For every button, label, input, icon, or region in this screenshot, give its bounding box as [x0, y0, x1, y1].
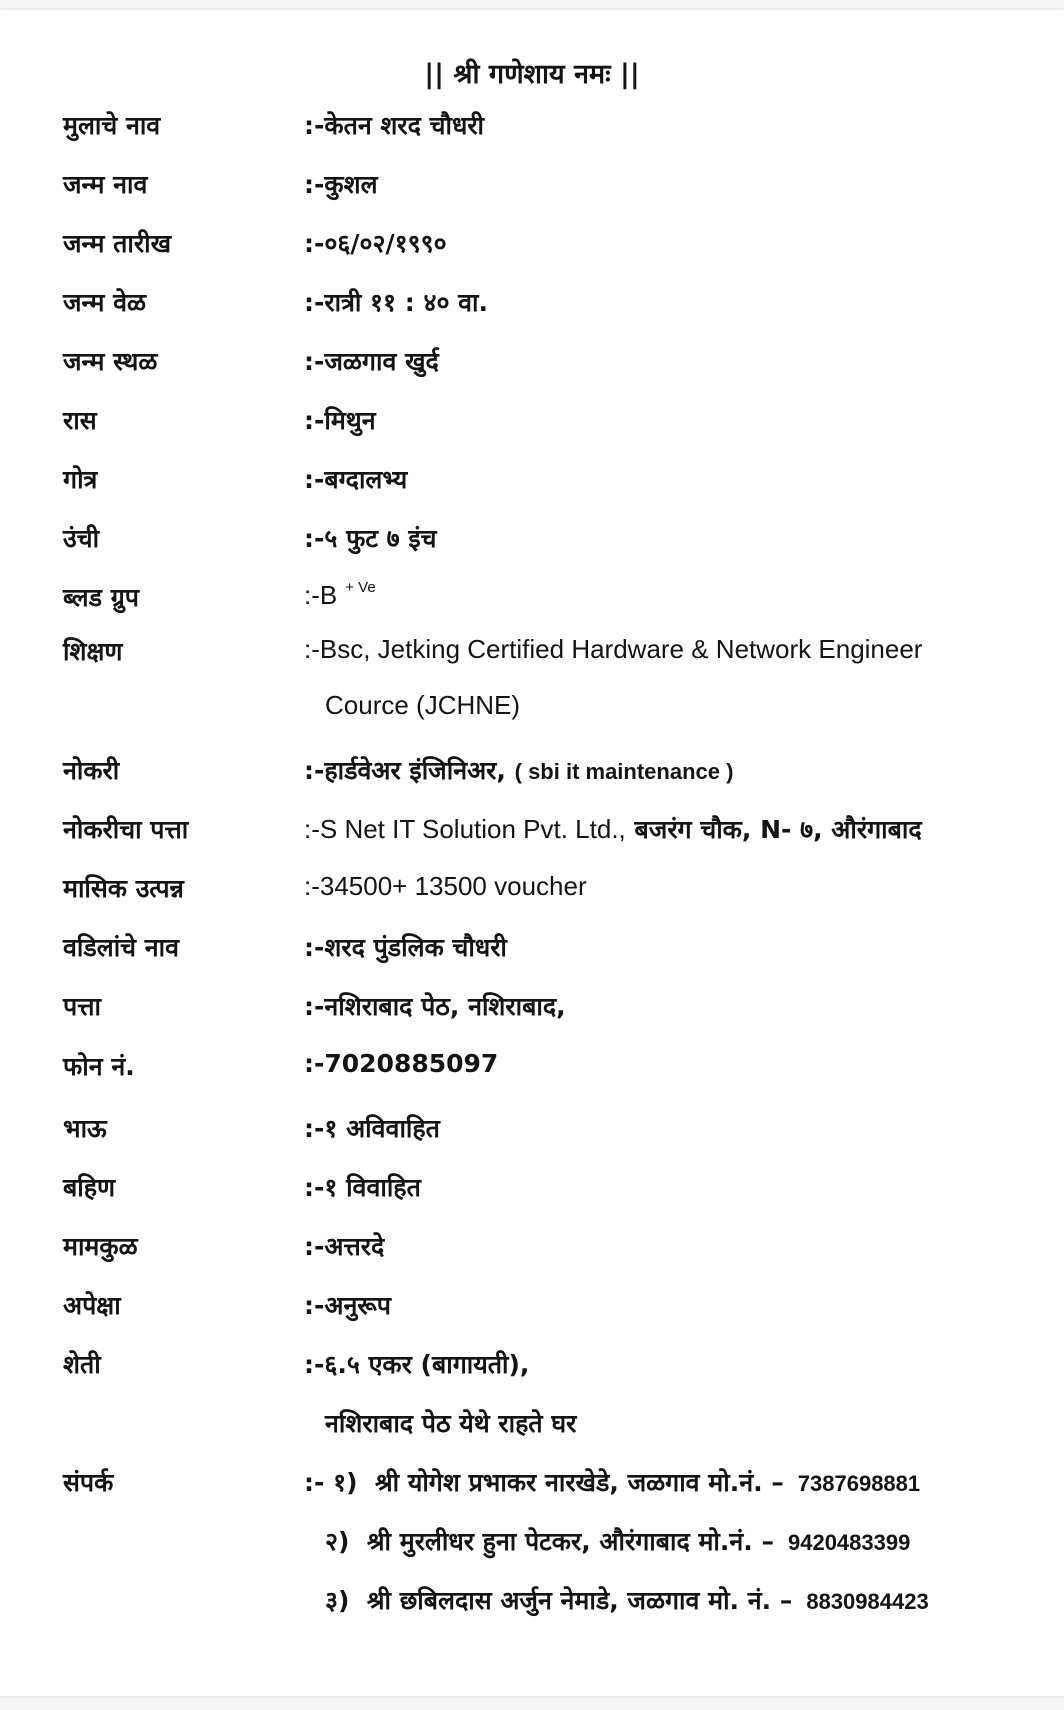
value-farm-cont: नशिराबाद पेठ येथे राहते घर — [325, 1409, 577, 1438]
blood-group-sup: + Ve — [345, 579, 376, 596]
detail-row-rashi — [0, 403, 1064, 443]
detail-row-job-address — [0, 812, 1064, 852]
label-birth-time: जन्म वेळ — [63, 288, 147, 317]
value-job-address — [304, 812, 922, 846]
value-income: :-34500+ 13500 voucher — [304, 871, 587, 901]
detail-row-blood-group — [0, 580, 1064, 620]
value-rashi: :-मिथुन — [304, 406, 376, 435]
label-rashi: रास — [63, 406, 97, 435]
value-education: :-Bsc, Jetking Certified Hardware & Network Engineer — [304, 634, 923, 664]
value-phone: :-7020885097 — [304, 1049, 499, 1078]
detail-row-height — [0, 521, 1064, 561]
contact-text: श्री मुरलीधर हुना पेटकर, औरंगाबाद मो.नं. – — [366, 1527, 774, 1556]
detail-row-contact-3 — [0, 1583, 1064, 1623]
label-farm: शेती — [63, 1350, 101, 1379]
label-education: शिक्षण — [63, 637, 123, 666]
document-page — [0, 10, 1064, 1696]
detail-row-birth-place — [0, 344, 1064, 384]
value-birth-name: :-कुशल — [304, 170, 378, 199]
label-job-address: नोकरीचा पत्ता — [63, 815, 189, 844]
contact-number: 7387698881 — [797, 1471, 921, 1496]
detail-row-mamkul — [0, 1229, 1064, 1269]
value-education-cont: Cource (JCHNE) — [325, 690, 521, 720]
label-gotra: गोत्र — [63, 465, 98, 494]
job-address-company: :-S Net IT Solution Pvt. Ltd., — [304, 814, 626, 844]
value-blood-group — [304, 580, 376, 611]
contact-entry-1 — [304, 1465, 920, 1499]
value-birth-time: :-रात्री ११ : ४० वा. — [304, 288, 489, 317]
contact-prefix: २) — [325, 1527, 350, 1556]
value-boy-name: :-केतन शरद चौधरी — [304, 111, 485, 140]
label-expectation: अपेक्षा — [63, 1291, 121, 1320]
detail-row-birth-time — [0, 285, 1064, 325]
detail-row-sister — [0, 1170, 1064, 1210]
value-address: :-नशिराबाद पेठ, नशिराबाद, — [304, 992, 566, 1021]
value-expectation: :-अनुरूप — [304, 1291, 391, 1320]
label-phone: फोन नं. — [63, 1052, 135, 1081]
label-address: पत्ता — [63, 992, 101, 1021]
value-birth-place: :-जळगाव खुर्द — [304, 347, 439, 376]
job-title: :-हार्डवेअर इंजिनिअर, — [304, 756, 506, 785]
detail-row-income — [0, 871, 1064, 911]
value-mamkul: :-अत्तरदे — [304, 1232, 385, 1261]
contact-number: 9420483399 — [787, 1530, 911, 1555]
value-birth-date: :-०६/०२/१९९० — [304, 229, 447, 258]
label-birth-name: जन्म नाव — [63, 170, 148, 199]
value-height: :-५ फुट ७ इंच — [304, 524, 437, 553]
label-mamkul: मामकुळ — [63, 1232, 138, 1261]
detail-row-contact-1 — [0, 1465, 1064, 1505]
job-extra: ( sbi it maintenance ) — [514, 759, 734, 784]
detail-row-name — [0, 108, 1064, 148]
label-brother: भाऊ — [63, 1114, 107, 1143]
detail-row-brother — [0, 1111, 1064, 1151]
detail-row-education-cont — [0, 690, 1064, 730]
detail-row-father-name — [0, 930, 1064, 970]
label-father-name: वडिलांचे नाव — [63, 933, 180, 962]
value-father-name: :-शरद पुंडलिक चौधरी — [304, 933, 507, 962]
detail-row-job — [0, 753, 1064, 793]
contact-prefix: ३) — [325, 1586, 350, 1615]
value-farm: :-६.५ एकर (बागायती), — [304, 1350, 530, 1379]
detail-row-education — [0, 634, 1064, 674]
value-sister: :-१ विवाहित — [304, 1173, 421, 1202]
label-job: नोकरी — [63, 756, 120, 785]
value-gotra: :-बग्दालभ्य — [304, 465, 408, 494]
detail-row-contact-2 — [0, 1524, 1064, 1564]
contact-text: श्री योगेश प्रभाकर नारखेडे, जळगाव मो.नं. – — [374, 1468, 784, 1497]
detail-row-birth-name — [0, 167, 1064, 207]
contact-text: श्री छबिलदास अर्जुन नेमाडे, जळगाव मो. नं. – — [366, 1586, 793, 1615]
value-brother: :-१ अविवाहित — [304, 1114, 440, 1143]
label-blood-group: ब्लड ग्रुप — [63, 583, 140, 612]
job-address-place: बजरंग चौक, N- ७, औरंगाबाद — [634, 815, 922, 844]
contact-prefix: :- १) — [304, 1468, 358, 1497]
label-sister: बहिण — [63, 1173, 116, 1202]
detail-row-phone — [0, 1049, 1064, 1089]
contact-number: 8830984423 — [806, 1589, 929, 1614]
label-birth-place: जन्म स्थळ — [63, 347, 158, 376]
contact-entry-2 — [325, 1524, 910, 1558]
label-income: मासिक उत्पन्न — [63, 874, 184, 903]
contact-entry-3 — [325, 1583, 929, 1617]
detail-row-expectation — [0, 1288, 1064, 1328]
label-boy-name: मुलाचे नाव — [63, 111, 161, 140]
detail-row-farm-cont — [0, 1406, 1064, 1446]
page-title: || श्री गणेशाय नमः || — [424, 59, 640, 90]
detail-row-gotra — [0, 462, 1064, 502]
label-birth-date: जन्म तारीख — [63, 229, 172, 258]
detail-row-birth-date — [0, 226, 1064, 266]
blood-group-text: :-B — [304, 580, 338, 610]
label-contact: संपर्क — [63, 1468, 114, 1497]
detail-row-address — [0, 989, 1064, 1029]
value-job — [304, 753, 733, 787]
label-height: उंची — [63, 524, 100, 553]
detail-row-farm — [0, 1347, 1064, 1387]
